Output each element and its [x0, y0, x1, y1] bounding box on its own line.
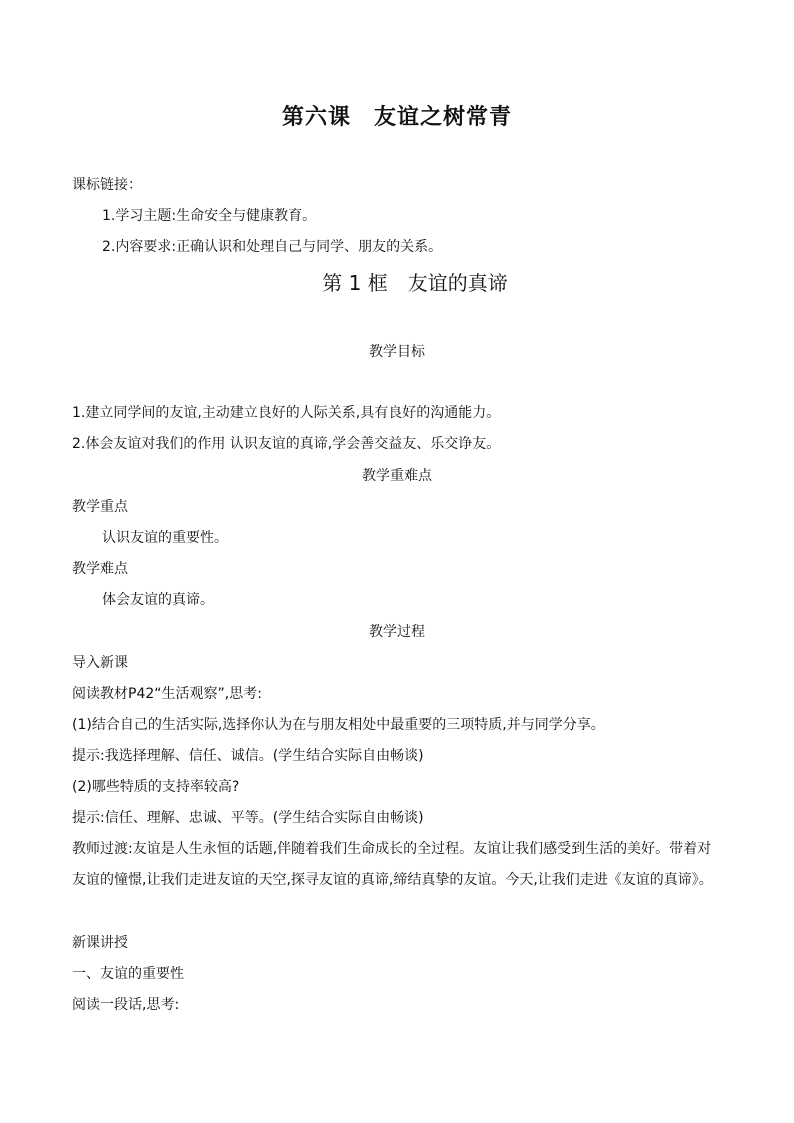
part-one-heading: 一、友谊的重要性 — [72, 966, 184, 982]
difficulty-label: 教学难点 — [72, 561, 128, 577]
part-one-prompt: 阅读一段话,思考: — [72, 997, 180, 1013]
process-line: (1)结合自己的生活实际,选择你认为在与朋友相处中最重要的三项特质,并与同学分享。 — [72, 717, 605, 733]
objectives-heading: 教学目标 — [369, 344, 425, 360]
standards-item: 2.内容要求:正确认识和处理自己与同学、朋友的关系。 — [102, 239, 443, 255]
process-line: 阅读教材P42“生活观察”,思考: — [72, 686, 262, 702]
new-lesson-label: 新课讲授 — [72, 935, 128, 951]
key-points-heading: 教学重难点 — [362, 468, 432, 484]
intro-label: 导入新课 — [72, 655, 128, 671]
standards-heading: 课标链接： — [72, 177, 142, 193]
lesson-title: 第六课 友谊之树常青 — [281, 105, 512, 130]
process-heading: 教学过程 — [369, 624, 425, 640]
process-line: (2)哪些特质的支持率较高? — [72, 779, 240, 795]
objective-item: 1.建立同学间的友谊,主动建立良好的人际关系,具有良好的沟通能力。 — [72, 405, 501, 421]
process-line: 提示:我选择理解、信任、诚信。(学生结合实际自由畅谈) — [72, 748, 424, 764]
standards-item: 1.学习主题:生命安全与健康教育。 — [102, 208, 317, 224]
process-line: 提示:信任、理解、忠诚、平等。(学生结合实际自由畅谈) — [72, 810, 424, 826]
difficulty-text: 体会友谊的真谛。 — [102, 592, 214, 608]
focus-label: 教学重点 — [72, 499, 128, 515]
teacher-transition: 教师过渡:友谊是人生永恒的话题,伴随着我们生命成长的全过程。友谊让我们感受到生活的美好。带着对友谊的憧憬,让我们走进友谊的天空,探寻友谊的真谛,缔结真挚的友谊。今天,让我们走进《友谊的真谛》。 — [72, 841, 713, 888]
section-title: 第 1 框 友谊的真谛 — [322, 271, 508, 295]
focus-text: 认识友谊的重要性。 — [102, 530, 228, 546]
objective-item: 2.体会友谊对我们的作用 认识友谊的真谛,学会善交益友、乐交诤友。 — [72, 436, 501, 452]
